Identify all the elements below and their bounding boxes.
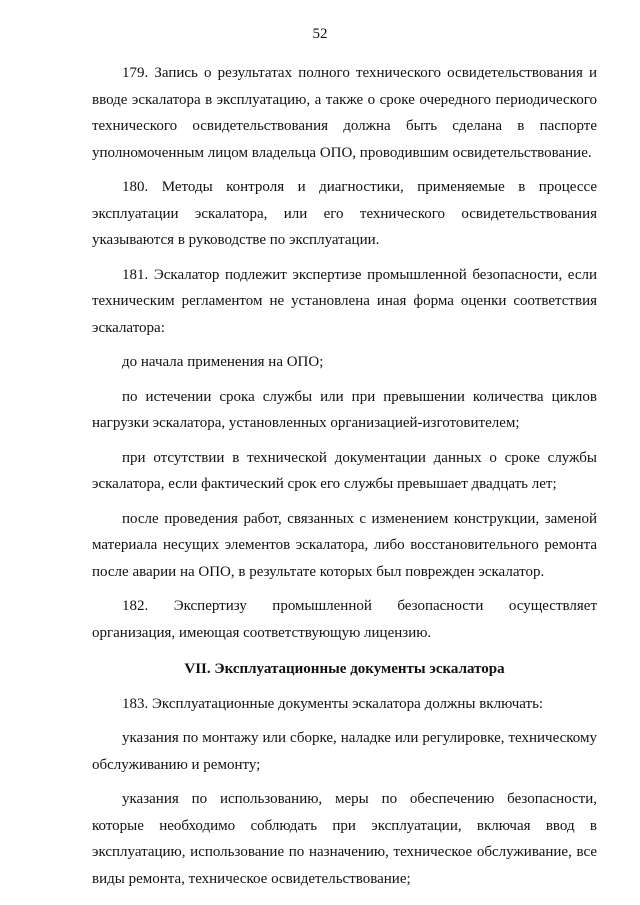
- paragraph-182: 182. Экспертизу промышленной безопасности осуществляет организация, имеющая соответствующую лицензию.: [92, 598, 597, 641]
- paragraph-179: 179. Запись о результатах полного технического освидетельствования и вводе эскалатора в эксплуатацию, а также о сроке очередного периодического технического освидетельствования должна быть сделана в паспорте уполномоченным лицом владельца ОПО, проводившим освидетельствование.: [92, 65, 597, 161]
- list-item: до начала применения на ОПО;: [122, 354, 324, 370]
- list-item: указания по использованию, меры по обеспечению безопасности, которые необходимо соблюдать при эксплуатации, включая ввод в эксплуатацию, использование по назначению, техническое обслуживание, все виды ремонта, техническое освидетельствование;: [92, 791, 597, 887]
- list-item: при отсутствии в технической документации данных о сроке службы эскалатора, если фактический срок его службы превышает двадцать лет;: [92, 449, 597, 492]
- paragraph-181: 181. Эскалатор подлежит экспертизе промышленной безопасности, если техническим регламентом не установлена иная форма оценки соответствия эскалатора:: [92, 266, 597, 336]
- section-heading: VII. Эксплуатационные документы эскалатора: [184, 661, 505, 677]
- list-item: по истечении срока службы или при превышении количества циклов нагрузки эскалатора, установленных организацией-изготовителем;: [92, 388, 597, 431]
- paragraph-183: 183. Эксплуатационные документы эскалатора должны включать:: [122, 695, 544, 712]
- paragraph-180: 180. Методы контроля и диагностики, применяемые в процессе эксплуатации эскалатора, или его технического освидетельствования указываются в руководстве по эксплуатации.: [92, 179, 597, 248]
- list-item: указания по монтажу или сборке, наладке или регулировке, техническому обслуживанию и ремонту;: [92, 730, 597, 773]
- document-body: [92, 60, 597, 900]
- list-item: после проведения работ, связанных с изменением конструкции, заменой материала несущих элементов эскалатора, либо восстановительного ремонта после аварии на ОПО, в результате которых был поврежден эскалатор.: [92, 510, 597, 580]
- page-number: 52: [312, 26, 328, 42]
